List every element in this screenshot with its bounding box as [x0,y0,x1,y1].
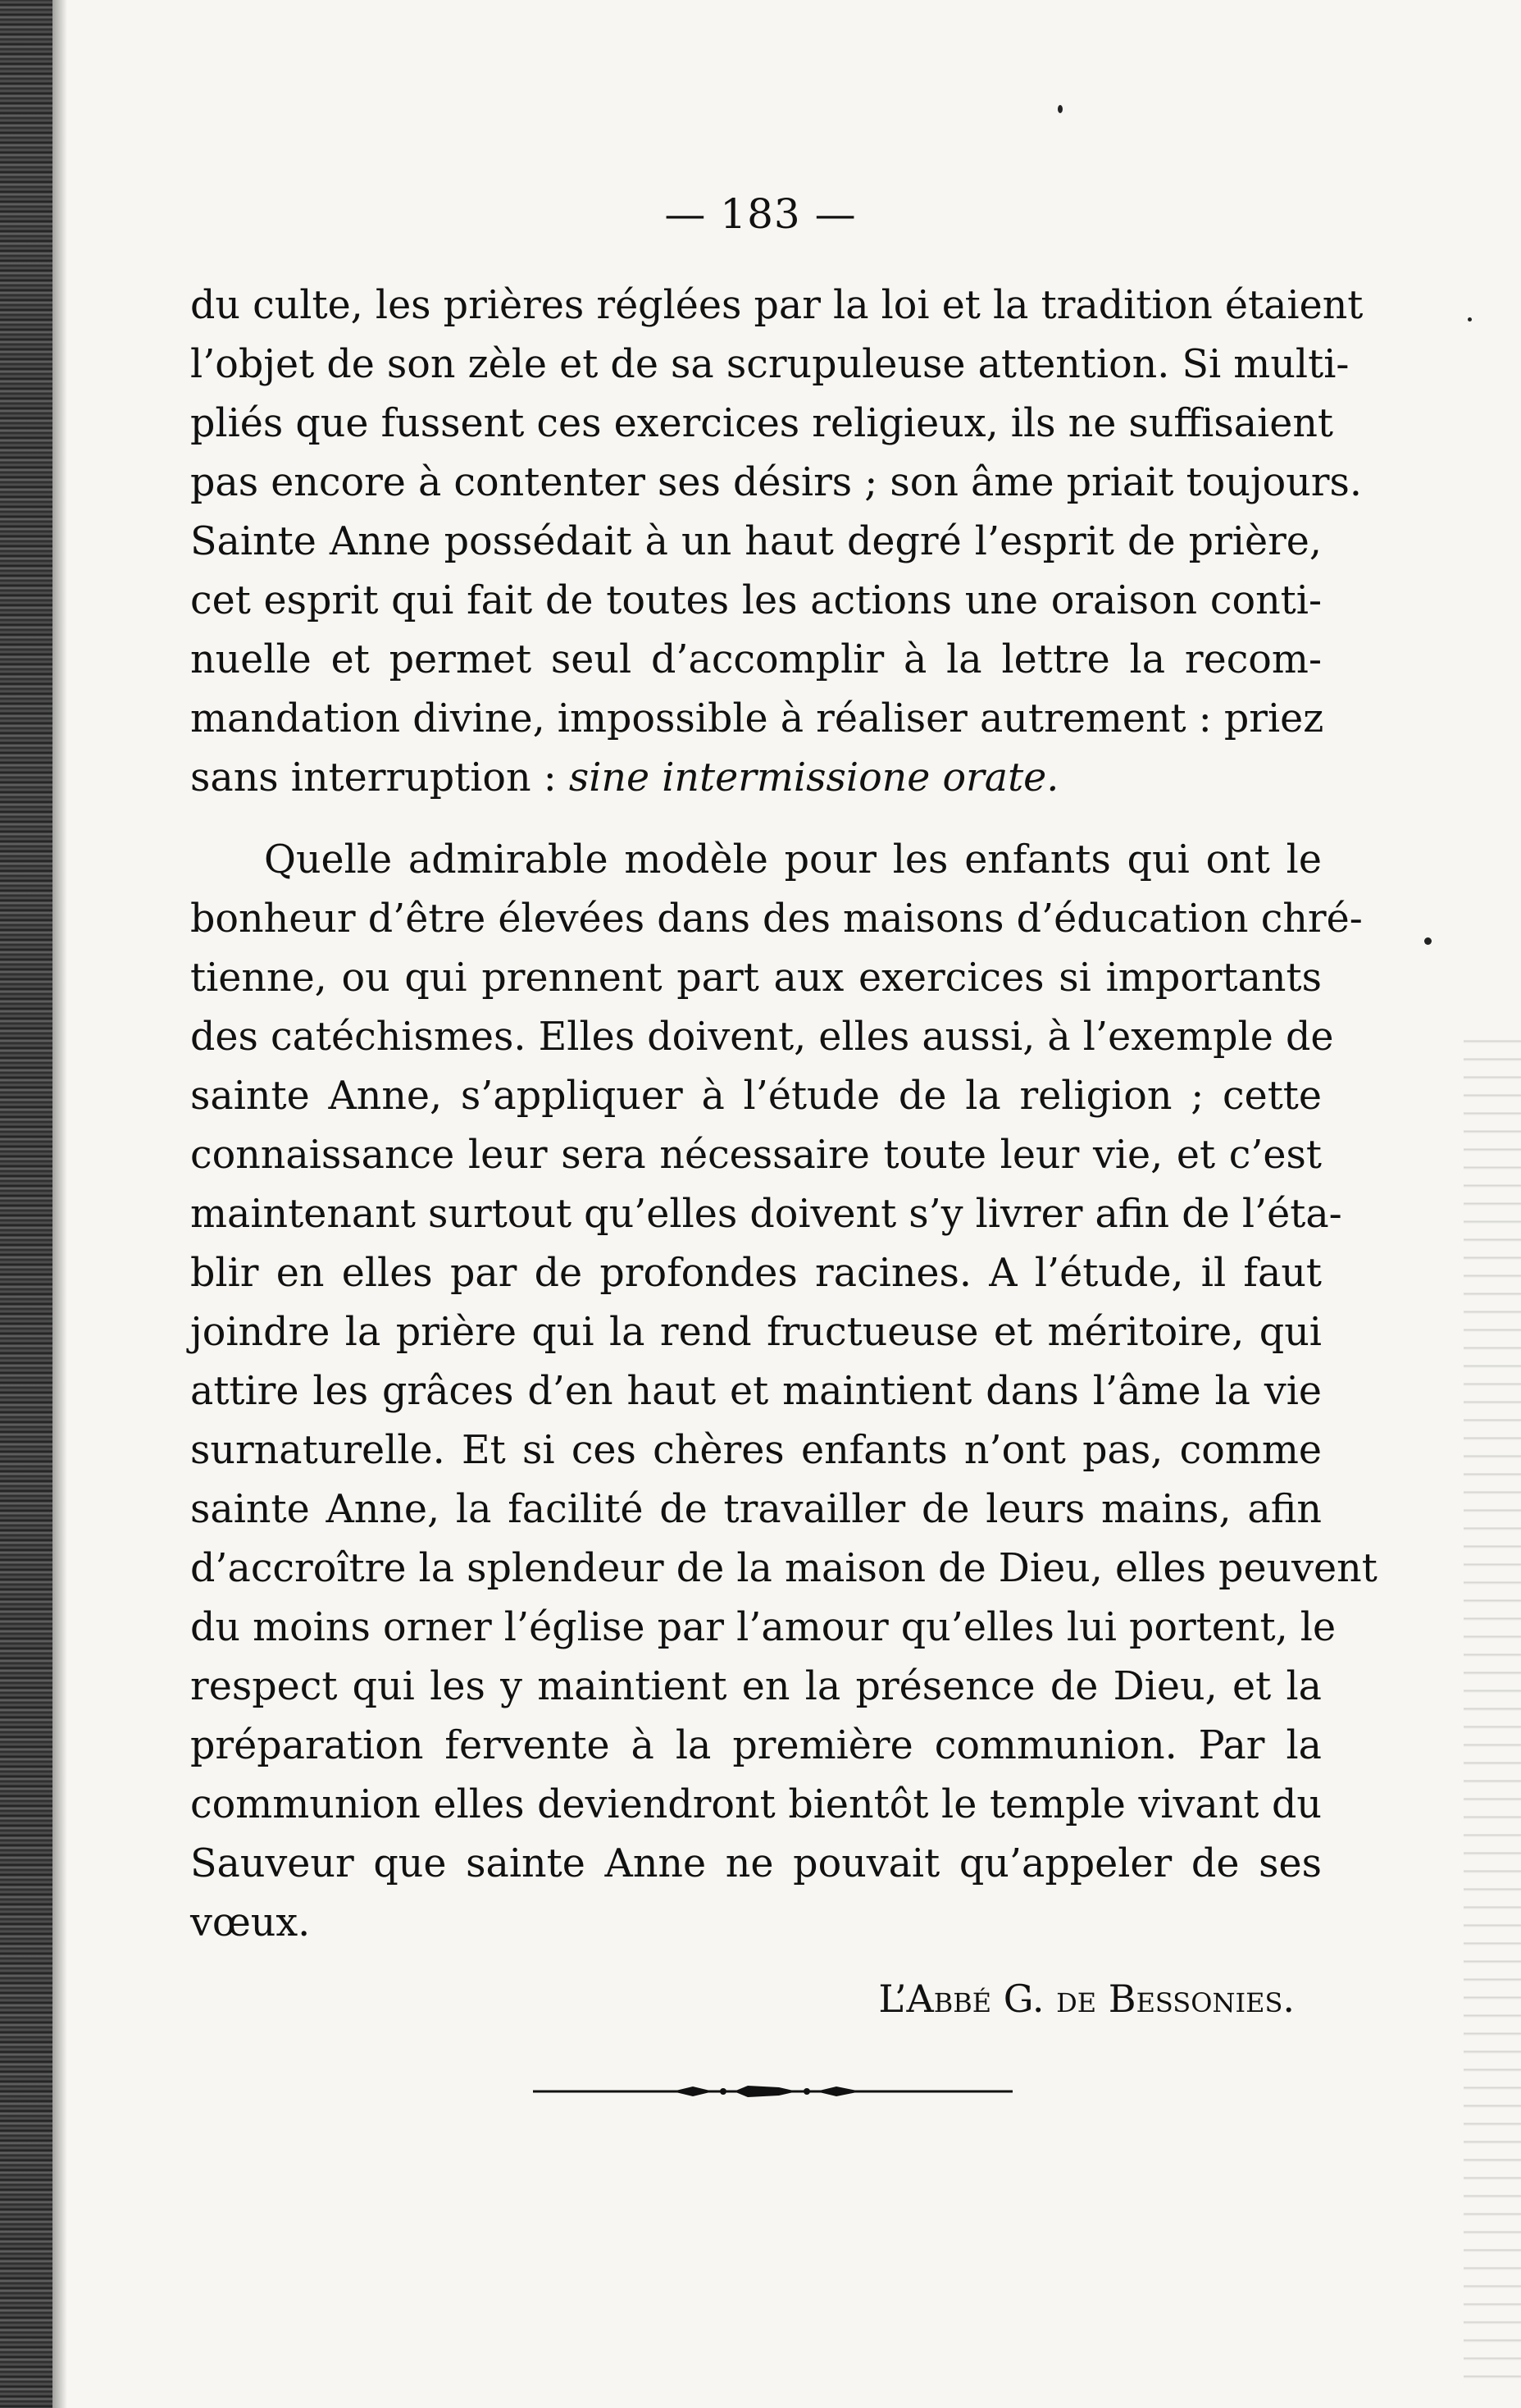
text-line: des catéchismes. Elles doivent, elles aussi, à l’exemple de [190,1015,1334,1060]
text-line: maintenant surtout qu’elles doivent s’y livrer afin de l’éta- [190,1192,1342,1237]
text-line: respect qui les y maintient en la présence de Dieu, et la [190,1664,1322,1709]
text-line-last: vœux. [190,1900,311,1945]
ornament-divider-icon [533,2082,1013,2101]
text-line: Quelle admirable modèle pour les enfants qui ont le [264,837,1322,882]
text-line: connaissance leur sera nécessaire toute leur vie, et c’est [190,1133,1322,1178]
text-line: sainte Anne, s’appliquer à l’étude de la religion ; cette [190,1074,1322,1119]
author-signature: L’Abbé G. de Bessonies. [878,1977,1295,2021]
text-line: nuelle et permet seul d’accomplir à la lettre la recom- [190,637,1322,682]
text-line: mandation divine, impossible à réaliser autrement : priez [190,696,1324,741]
stray-ink-mark [1468,317,1472,322]
paragraph-2 [190,831,1378,1953]
stray-ink-mark [1424,937,1432,945]
text-line: blir en elles par de profondes racines. A l’étude, il faut [190,1251,1322,1296]
text-line-last [190,749,1322,808]
text-line: du moins orner l’église par l’amour qu’elles lui portent, le [190,1605,1337,1650]
text-line: cet esprit qui fait de toutes les actions une oraison conti- [190,578,1322,623]
text-line: préparation fervente à la première communion. Par la [190,1723,1322,1768]
text-fragment: sans interruption : [190,755,569,800]
text-line: pliés que fussent ces exercices religieux, ils ne suffisaient [190,401,1334,446]
text-line: l’objet de son zèle et de sa scrupuleuse attention. Si multi- [190,342,1350,387]
text-line: du culte, les prières réglées par la loi et la tradition étaient [190,283,1364,328]
text-line: tienne, ou qui prennent part aux exercices si importants [190,955,1322,1001]
text-line: pas encore à contenter ses désirs ; son âme priait toujours. [190,460,1362,505]
text-line: d’accroître la splendeur de la maison de Dieu, elles peuvent [190,1546,1378,1591]
text-line: attire les grâces d’en haut et maintient dans l’âme la vie [190,1369,1322,1414]
page-number: — 183 — [664,190,857,238]
scan-edge-noise [1464,1025,1521,2378]
text-line: Sauveur que sainte Anne ne pouvait qu’appeler de ses [190,1841,1322,1886]
scan-binding-shadow [52,0,67,2408]
latin-quote: sine intermissione orate. [568,755,1059,800]
text-line: joindre la prière qui la rend fructueuse et méritoire, qui [190,1310,1322,1355]
text-line: surnaturelle. Et si ces chères enfants n’ont pas, comme [190,1428,1322,1473]
text-line: sainte Anne, la facilité de travailler de leurs mains, afin [190,1487,1322,1532]
scan-binding-edge [0,0,52,2408]
text-line: bonheur d’être élevées dans des maisons d’éducation chré- [190,896,1363,942]
text-line: communion elles deviendront bientôt le temple vivant du [190,1782,1322,1827]
paragraph-1 [190,276,1364,808]
text-line: Sainte Anne possédait à un haut degré l’esprit de prière, [190,519,1322,564]
stray-ink-mark [1058,105,1063,113]
